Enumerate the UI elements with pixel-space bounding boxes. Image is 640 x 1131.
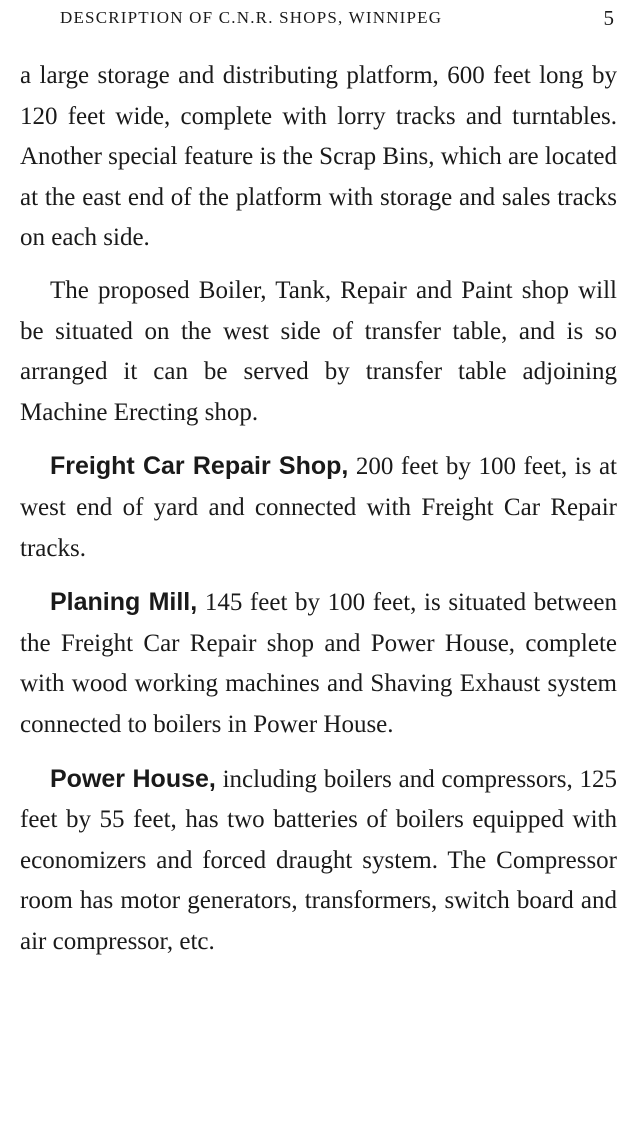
paragraph — [20, 759, 617, 963]
paragraph-text: The proposed Boiler, Tank, Repair and Paint shop will be situated on the west side of transfer table, and is so arranged it can be served by transfer table adjoining Machine Erecting shop. — [20, 276, 617, 426]
paragraph-heading: Power House, — [50, 764, 216, 793]
running-head: DESCRIPTION OF C.N.R. SHOPS, WINNIPEG — [60, 8, 443, 27]
paragraph — [20, 56, 617, 259]
paragraph — [20, 582, 617, 745]
paragraph — [20, 446, 617, 569]
body-text — [20, 56, 617, 975]
paragraph-text: a large storage and distributing platform, 600 feet long by 120 feet wide, complete with lorry tracks and turntables. Another special feature is the Scrap Bins, which are located at the east end of the platform with storage and sales tracks on each side. — [20, 62, 617, 252]
page-number: 5 — [603, 6, 614, 30]
paragraph-text: including boilers and compressors, 125 feet by 55 feet, has two batteries of boilers equipped with economizers and forced draught system. The Compressor room has motor generators, transformers, switch board and air compressor, etc. — [20, 765, 617, 955]
paragraph-text: 145 feet by 100 feet, is situated between the Freight Car Repair shop and Power House, complete with wood working machines and Shaving Exhaust system connected to boilers in Power House. — [20, 589, 617, 738]
paragraph-text: 200 feet by 100 feet, is at west end of yard and connected with Freight Car Repair tracks. — [20, 453, 617, 562]
paragraph-heading: Freight Car Repair Shop, — [50, 452, 349, 481]
paragraph-heading: Planing Mill, — [50, 588, 198, 617]
paragraph — [20, 271, 617, 433]
